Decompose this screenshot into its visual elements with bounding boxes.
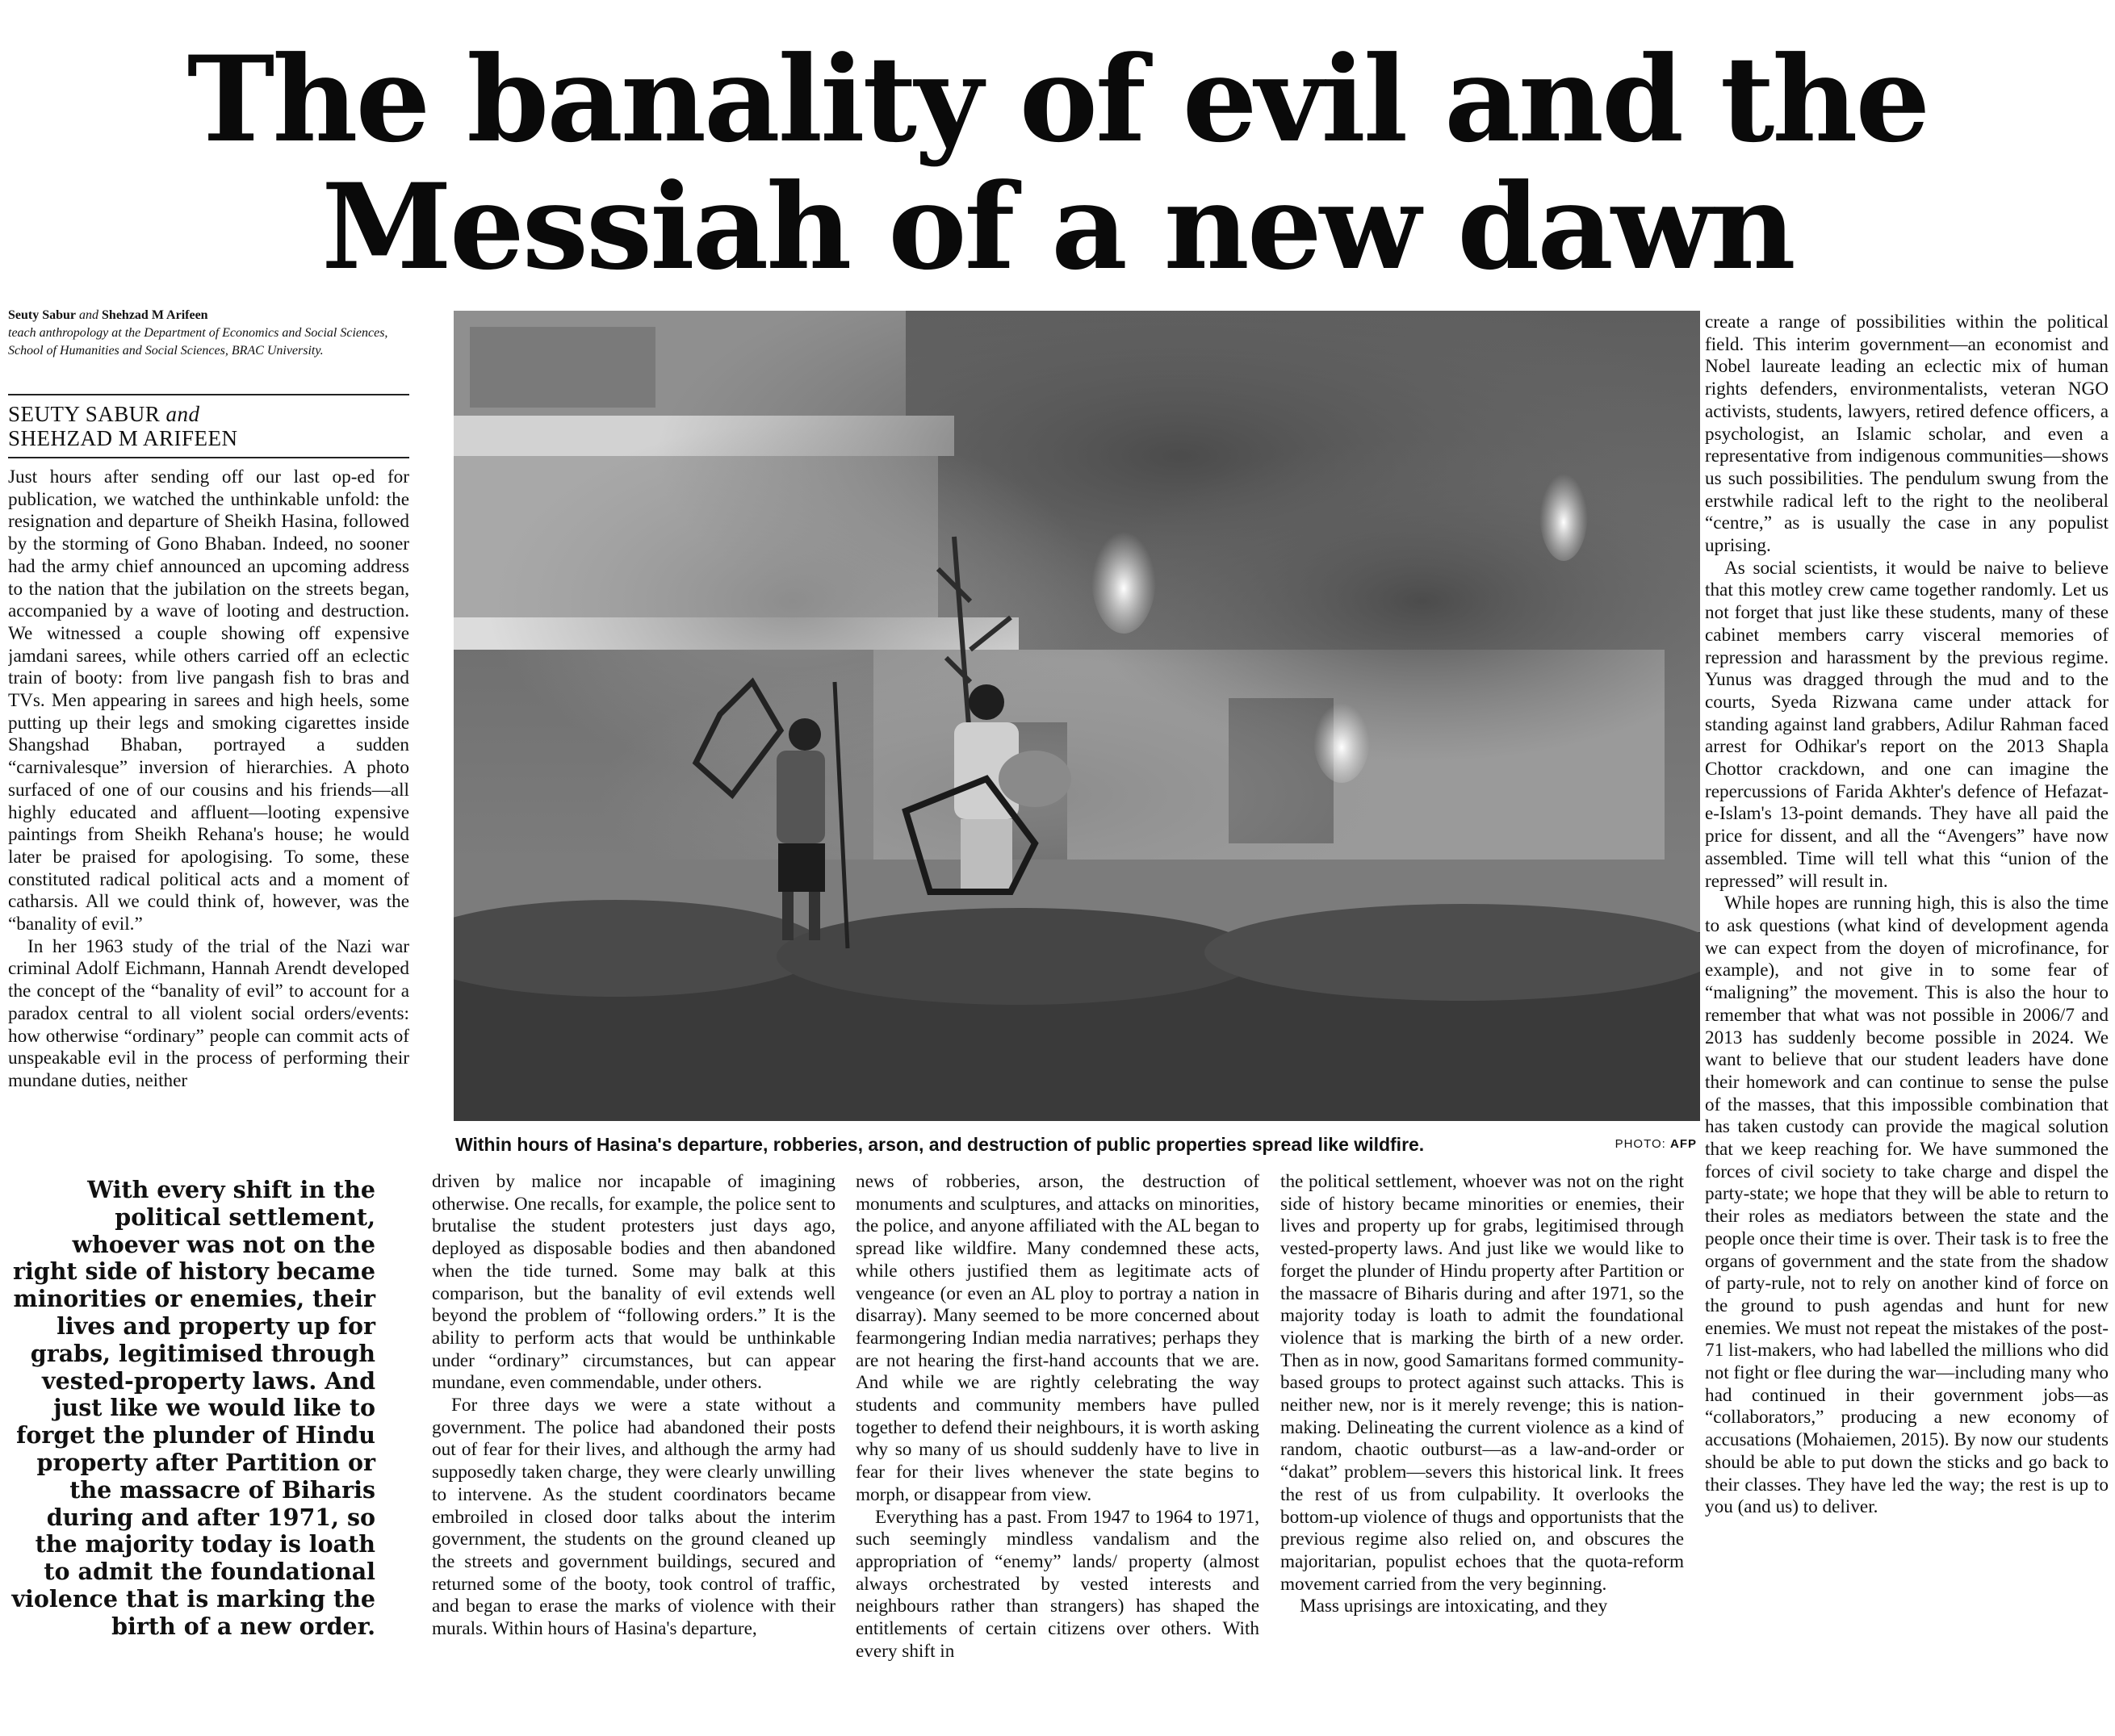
article-column-5 bbox=[1705, 312, 2109, 1733]
article-column-2 bbox=[432, 1171, 836, 1733]
col3-paragraph-1: news of robberies, arson, the destruction of monuments and sculptures, and attacks on minorities, the police, and anyone affiliated with the AL began to spread like wildfire. Many condemned these acts, while others justified them as legitimate acts of vengeance (or even an AL ploy to portray a nation in disarray). Many seemed to be more concerned about fearmongering Indian media narratives; perhaps they are not hearing the first-hand accounts that we are. And while we are rightly celebrating the way students and community members have pulled together to defend their neighbours, it is worth asking why so many of us should suddenly have to live in fear for their lives whenever the state begins to morph, or disappear from view. bbox=[856, 1171, 1259, 1505]
byline-name-1: SEUTY SABUR bbox=[8, 402, 161, 426]
credit-source: AFP bbox=[1670, 1137, 1697, 1151]
article-column-1 bbox=[8, 466, 409, 1164]
caption-text: Within hours of Hasina's departure, robberies, arson, and destruction of public properties spread like wildfire. bbox=[455, 1134, 1425, 1155]
byline-name-2: SHEHZAD M ARIFEEN bbox=[8, 426, 238, 450]
author-bio bbox=[8, 307, 408, 360]
bio-affiliation: teach anthropology at the Department of Economics and Social Sciences, School of Humanities and Social Sciences, BRAC University. bbox=[8, 326, 388, 358]
photo-credit bbox=[1615, 1137, 1697, 1151]
headline-line-1: The banality of evil and the bbox=[186, 31, 1929, 169]
bio-conjunction: and bbox=[79, 308, 99, 322]
col1-paragraph-2: In her 1963 study of the trial of the Nazi war criminal Adolf Eichmann, Hannah Arendt developed the concept of the “banality of evil” to account for a paradox central to all violent social orders/events: how otherwise “ordinary” people can commit acts of unspeakable evil in the process of performing their mundane duties, neither bbox=[8, 935, 409, 1091]
photo-caption bbox=[454, 1132, 1700, 1165]
news-photo bbox=[454, 311, 1700, 1121]
col4-paragraph-1: the political settlement, whoever was not on the right side of history became minorities or enemies, their lives and property up for grabs, legitimised through vested-property laws. And just like we would like to forget the plunder of Hindu property after Partition or the massacre of Biharis during and after 1971, so the majority today is loath to admit the foundational violence that is marking the birth of a new order. Then as in now, good Samaritans formed community-based groups to protect against such attacks. This is neither new, nor is it merely revenge; this is nation-making. Delineating the current violence as a kind of random, chaotic outburst—as a law-and-order or “dakat” problem—severs this historical link. It frees the rest of us from culpability. It overlooks the bottom-up violence of thugs and opportunists that the previous regime also relied on, and obscures the majoritarian, populist echoes that the quota-reform movement carried from the very beginning. bbox=[1280, 1171, 1684, 1595]
col2-paragraph-1: driven by malice nor incapable of imagining otherwise. One recalls, for example, the police sent to brutalise the student protesters just days ago, deployed as disposable bodies and then abandoned when the tide turned. Some may balk at this comparison, but the banality of evil extends well beyond the problem of “following orders.” It is the ability to perform acts that would be unthinkable under “ordinary” circumstances, but can appear mundane, even commendable, under others. bbox=[432, 1171, 836, 1394]
byline-bottom-rule bbox=[8, 457, 409, 458]
col5-paragraph-2: As social scientists, it would be naive to believe that this motley crew came together randomly. Let us not forget that just like these students, many of these cabinet members carry visceral memories of repression and harassment by the previous regime. Yunus was dragged through the mud and to the courts, Syeda Rizwana came under attack for standing against land grabbers, Adilur Rahman faced arrest for Odhikar's report on the 2013 Shapla Chottor crackdown, and one can imagine the repercussions of Farida Akhter's defence of Hefazat-e-Islam's 13-point demands. They have all paid the price for dissent, and all the “Avengers” have now assembled. Time will tell what this “union of the repressed” will result in. bbox=[1705, 557, 2109, 892]
byline bbox=[8, 402, 408, 450]
bio-name-1: Seuty Sabur bbox=[8, 308, 77, 322]
col4-paragraph-2: Mass uprisings are intoxicating, and they bbox=[1300, 1596, 1608, 1617]
byline-top-rule bbox=[8, 394, 409, 395]
col1-paragraph-1: Just hours after sending off our last op-ed for publication, we watched the unthinkable unfold: the resignation and departure of Sheikh Hasina, followed by the storming of Gono Bhaban. Indeed, no sooner had the army chief announced an upcoming address to the nation that the jubilation on the streets began, accompanied by a wave of looting and destruction. We witnessed a couple showing off expensive jamdani sarees, while others carried off an eclectic train of booty: from live pangash fish to bras and TVs. Men appearing in sarees and high heels, some putting up their legs and smoking cigarettes inside Shangshad Bhaban, portrayed a sudden “carnivalesque” inversion of hierarchies. A photo surfaced of one of our cousins and his friends—all highly educated and affluent—looting expensive paintings from Sheikh Rehana's house; he would later be praised for apologising. To some, these constituted radical political acts and a moment of catharsis. All we could think of, however, was the “banality of evil.” bbox=[8, 466, 409, 935]
headline-line-2: Messiah of a new dawn bbox=[321, 158, 1794, 296]
col5-paragraph-3: While hopes are running high, this is also the time to ask questions (what kind of development agenda we can expect from the doyen of microfinance, for example), and not give in to some fear of “maligning” the movement. This is also the hour to remember that what was not possible in 2006/7 and 2013 has suddenly become possible in 2024. We want to believe that our student leaders have done their homework and can continue to sense the pulse of the masses, that this impossible combination that has taken custody can provide the magical solution that we keep reaching for. We have summoned the forces of civil society to take charge and dispel the party-state; we hope that they will be able to return to their roles as mediators between the state and the people once their time is over. Their task is to free the organs of government and the state from the shadow of party-rule, not to rely on another kind of force on the ground to push agendas and hunt for new enemies. We must not repeat the mistakes of the post-71 list-makers, who had labelled the millions who did not fight or flee during the war—including many who had continued in their government jobs—as “collaborators,” producing a new economy of accusations (Mohaiemen, 2015). By now our students should be able to put down the sticks and go back to their classes. They have led the way; the rest is up to you (and us) to deliver. bbox=[1705, 893, 2109, 1518]
article-column-3 bbox=[856, 1171, 1259, 1733]
headline bbox=[0, 31, 2115, 296]
credit-label: PHOTO: bbox=[1615, 1137, 1666, 1151]
col2-paragraph-2: For three days we were a state without a government. The police had abandoned their posts out of fear for their lives, and although the army had supposedly taken charge, they were clearly unwilling to intervene. As the student coordinators became embroiled in closed door talks about the interim government, the students on the ground cleaned up the streets and government buildings, secured and returned some of the booty, took control of traffic, and began to erase the marks of violence with their murals. Within hours of Hasina's departure, bbox=[432, 1395, 836, 1640]
col5-paragraph-1: create a range of possibilities within the political field. This interim government—an economist and Nobel laureate leading an eclectic mix of human rights defenders, environmentalists, veteran NGO activists, students, lawyers, retired defence officers, a psychologist, an Islamic scholar, and even a representative from indigenous communities—shows us such possibilities. The pendulum swung from the erstwhile radical left to the right to the neoliberal “centre,” as is usually the case in any populist uprising. bbox=[1705, 312, 2109, 557]
article-column-4 bbox=[1280, 1171, 1684, 1733]
bio-name-2: Shehzad M Arifeen bbox=[102, 308, 208, 322]
fire-flame bbox=[1091, 521, 1156, 634]
pull-quote: With every shift in the political settlement, whoever was not on the right side of history became minorities or enemies, their lives and property up for grabs, legitimised through vested-property laws. And just like we would like to forget the plunder of Hindu property after Partition or the massacre of Biharis during and after 1971, so the majority today is loath to admit the foundational violence that is marking the birth of a new order. bbox=[11, 1176, 375, 1640]
col3-paragraph-2: Everything has a past. From 1947 to 1964 to 1971, such seemingly mindless vandalism and the appropriation of “enemy” lands/ property (almost always orchestrated by vested interests and neighbours rather than strangers) has shaped the entitlements of certain citizens over others. With every shift in bbox=[856, 1506, 1259, 1662]
photo-image bbox=[454, 311, 1700, 1121]
byline-conjunction: and bbox=[165, 402, 200, 426]
